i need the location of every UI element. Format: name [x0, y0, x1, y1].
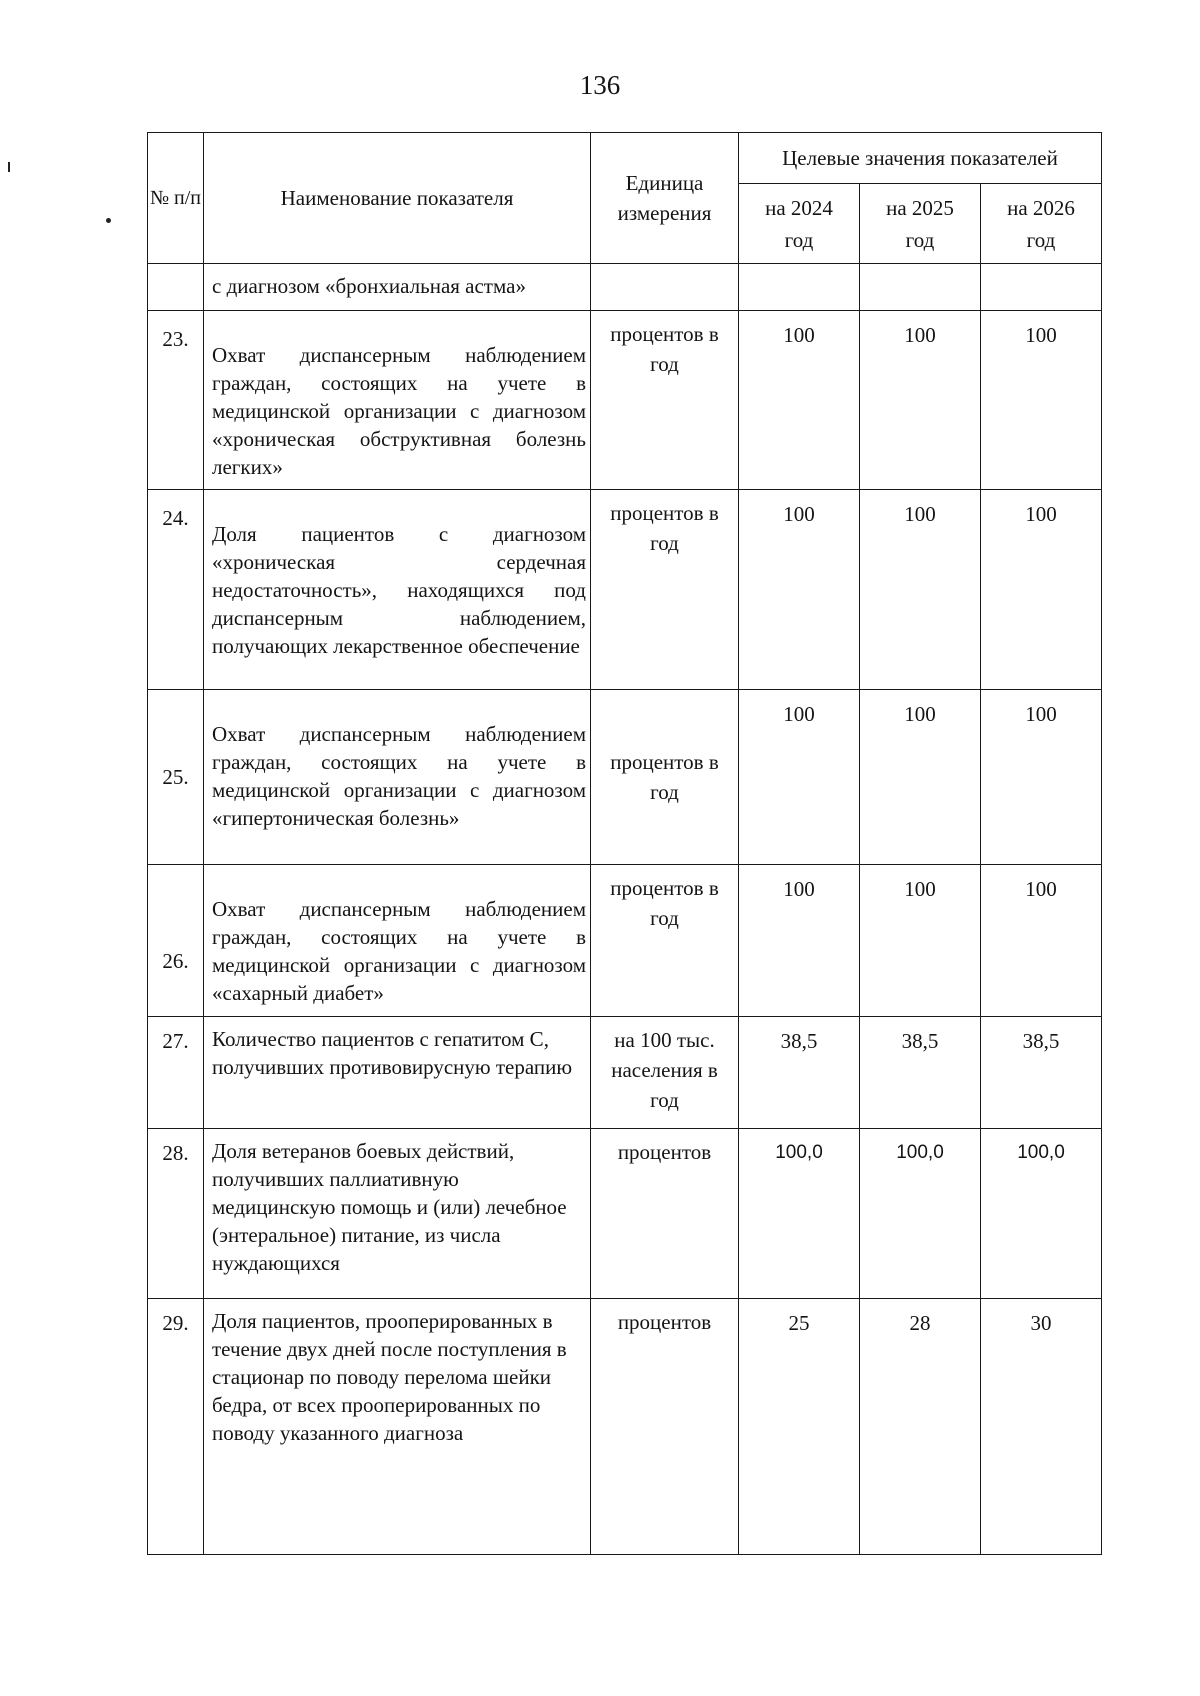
- row-value-2024: 25: [739, 1299, 860, 1555]
- header-unit: Единица измерения: [591, 133, 739, 264]
- table-row: [148, 865, 1102, 1017]
- row-num: 29.: [148, 1299, 204, 1555]
- row-value-2024: 100: [739, 311, 860, 490]
- row-value-2026: 100: [981, 865, 1102, 1017]
- row-unit: процентов в год: [591, 490, 739, 690]
- row-unit: процентов в год: [591, 311, 739, 490]
- row-unit: процентов: [591, 1129, 739, 1299]
- table-row: [148, 1299, 1102, 1555]
- row-unit: процентов в год: [591, 690, 739, 865]
- row-value-2025: 100: [860, 865, 981, 1017]
- row-num: 25.: [148, 690, 204, 865]
- row-value-2024: 100: [739, 690, 860, 865]
- row-value-2024: 100: [739, 490, 860, 690]
- row-name: Охват диспансерным наблюдением граждан, состоящих на учете в медицинской организации с диагнозом «гипертоническая болезнь»: [204, 690, 591, 865]
- row-value-2025: 100,0: [860, 1129, 981, 1299]
- row-name: Доля пациентов с диагнозом «хроническая сердечная недостаточность», находящихся под диспансерным наблюдением, получающих лекарственное обеспечение: [204, 490, 591, 690]
- scan-dot: [106, 218, 111, 223]
- row-value-2025: 28: [860, 1299, 981, 1555]
- row-value-2025: 100: [860, 311, 981, 490]
- row-value-2025: [860, 264, 981, 311]
- row-value-2025: 100: [860, 690, 981, 865]
- table-row: [148, 264, 1102, 311]
- row-value-2026: [981, 264, 1102, 311]
- row-num: [148, 264, 204, 311]
- header-year-2026: на 2026 год: [981, 184, 1102, 264]
- row-name: с диагнозом «бронхиальная астма»: [204, 264, 591, 311]
- table-row: [148, 1129, 1102, 1299]
- row-unit: процентов в год: [591, 865, 739, 1017]
- row-num: 27.: [148, 1017, 204, 1129]
- row-name: Количество пациентов с гепатитом С, получивших противовирусную терапию: [204, 1017, 591, 1129]
- row-value-2025: 38,5: [860, 1017, 981, 1129]
- table-row: [148, 311, 1102, 490]
- row-value-2024: [739, 264, 860, 311]
- row-unit: [591, 264, 739, 311]
- row-value-2026: 100,0: [981, 1129, 1102, 1299]
- row-value-2024: 100,0: [739, 1129, 860, 1299]
- row-value-2026: 100: [981, 690, 1102, 865]
- row-num: 28.: [148, 1129, 204, 1299]
- table-row: [148, 690, 1102, 865]
- scan-mark: [8, 162, 10, 172]
- row-value-2026: 30: [981, 1299, 1102, 1555]
- header-year-2025: на 2025 год: [860, 184, 981, 264]
- table-row: [148, 1017, 1102, 1129]
- row-name: Охват диспансерным наблюдением граждан, состоящих на учете в медицинской организации с диагнозом «сахарный диабет»: [204, 865, 591, 1017]
- header-year-2024: на 2024 год: [739, 184, 860, 264]
- row-num: 24.: [148, 490, 204, 690]
- row-value-2024: 100: [739, 865, 860, 1017]
- row-unit: процентов: [591, 1299, 739, 1555]
- row-num: 23.: [148, 311, 204, 490]
- row-name: Доля ветеранов боевых действий, получивших паллиативную медицинскую помощь и (или) лечебное (энтеральное) питание, из числа нуждающихся: [204, 1129, 591, 1299]
- page-number: 136: [579, 70, 621, 100]
- row-value-2025: 100: [860, 490, 981, 690]
- row-unit: на 100 тыс. населения в год: [591, 1017, 739, 1129]
- row-name: Охват диспансерным наблюдением граждан, состоящих на учете в медицинской организации с диагнозом «хроническая обструктивная болезнь легких»: [204, 311, 591, 490]
- row-value-2026: 100: [981, 311, 1102, 490]
- table-row: [148, 490, 1102, 690]
- row-value-2024: 38,5: [739, 1017, 860, 1129]
- header-target-group: Целевые значения показателей: [739, 133, 1102, 184]
- header-name: Наименование показателя: [204, 133, 591, 264]
- row-num: 26.: [148, 865, 204, 1017]
- row-name: Доля пациентов, прооперированных в течение двух дней после поступления в стационар по поводу перелома шейки бедра, от всех прооперированных по поводу указанного диагноза: [204, 1299, 591, 1555]
- row-value-2026: 100: [981, 490, 1102, 690]
- header-num: № п/п: [148, 133, 204, 264]
- row-value-2026: 38,5: [981, 1017, 1102, 1129]
- indicators-table: [147, 132, 1102, 1555]
